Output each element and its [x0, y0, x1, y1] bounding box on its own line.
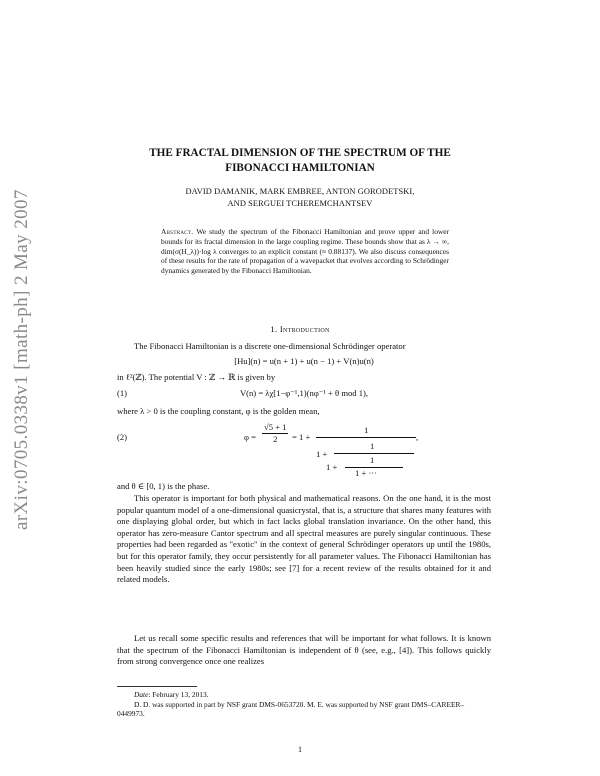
- phase-sentence: and θ ∈ [0, 1) is the phase.: [117, 481, 210, 491]
- arxiv-identifier-stamp: arXiv:0705.0338v1 [math-ph] 2 May 2007: [11, 189, 32, 530]
- footnote-date-value: : February 13, 2013.: [148, 690, 209, 699]
- cf-fraction-bar-2: [334, 453, 414, 454]
- abstract-label: Abstract.: [161, 227, 194, 236]
- author-list: [110, 186, 490, 210]
- golden-mean-denominator: 2: [273, 434, 278, 444]
- cf-level-2-prefix: 1 +: [316, 449, 328, 459]
- abstract-text: We study the spectrum of the Fibonacci Hamiltonian and prove upper and lower bounds for its fractal dimension in the large coupling regime. These bounds show that as λ → ∞, dim(σ(H_λ))·log λ converges to an explicit constant (≈ 0.88137). We also discuss consequences of these results for the rate of propagation of a wavepacket that evolves according to Schrödinger dynamics generated by the Fibonacci Hamiltonian.: [161, 227, 449, 276]
- authors-line-2: AND SERGUEI TCHEREMCHANTSEV: [227, 199, 373, 208]
- paragraph-2: Let us recall some specific results and references that will be important for what follows. It is known that the spectrum of the Fibonacci Hamiltonian is independent of θ (see, e.g., [4]). This follows quickly from strong convergence once one realizes: [117, 633, 491, 667]
- footnotes: [117, 690, 491, 719]
- paragraph-1: This operator is important for both physical and mathematical reasons. On the one hand, it is the most popular quantum model of a one-dimensional quasicrystal, that is, a structure that shares many features with one displaying global order, but which in fact lacks global translation invariance. On the other hand, this operator has zero-measure Cantor spectrum and all spectral measures are purely singular continuous. These properties had been regarded as "exotic" in the context of general Schrödinger operators up until the 1980s, but for this operator family, they occur persistently for all parameter values. The Fibonacci Hamiltonian has been heavily studied since the early 1980s; see [7] for a recent review of the results obtained for it and related models.: [117, 493, 491, 585]
- equation-1-number: (1): [117, 388, 128, 398]
- paper-title: [110, 146, 490, 176]
- footnote-rule: [117, 686, 197, 687]
- title-line-1: THE FRACTAL DIMENSION OF THE SPECTRUM OF THE: [149, 147, 451, 159]
- operator-equation: [Hu](n) = u(n + 1) + u(n − 1) + V(n)u(n): [234, 356, 374, 366]
- equation-2-mid: = 1 +: [292, 432, 311, 442]
- potential-sentence: in ℓ²(ℤ). The potential V : ℤ → ℝ is given by: [117, 372, 276, 382]
- equation-2-comma: ,: [416, 432, 419, 442]
- section-heading: [110, 324, 490, 334]
- footnote-support: D. D. was supported in part by NSF grant DMS-0653720. M. E. was supported by NSF grant DMS–CAREER–0449973.: [117, 699, 465, 719]
- coupling-sentence: where λ > 0 is the coupling constant, φ is the golden mean,: [117, 406, 320, 416]
- authors-line-1: DAVID DAMANIK, MARK EMBREE, ANTON GORODETSKI,: [185, 187, 415, 196]
- intro-sentence: The Fibonacci Hamiltonian is a discrete one-dimensional Schrödinger operator: [134, 341, 406, 351]
- equation-2-lhs: φ =: [244, 432, 256, 442]
- golden-mean-numerator: √5 + 1: [264, 422, 287, 432]
- cf-numerator-2: 1: [370, 441, 375, 451]
- cf-numerator-1: 1: [364, 425, 369, 435]
- abstract: [161, 227, 449, 276]
- cf-numerator-3: 1: [370, 455, 375, 465]
- footnote-date: [117, 690, 491, 700]
- page-number: 1: [298, 745, 302, 754]
- cf-fraction-bar-1: [316, 437, 416, 438]
- golden-mean-fraction: [262, 422, 288, 445]
- section-title: 1. Introduction: [270, 324, 330, 334]
- equation-1-body: V(n) = λχ[1−φ⁻¹,1)(nφ⁻¹ + θ mod 1),: [239, 388, 369, 398]
- title-line-2: FIBONACCI HAMILTONIAN: [225, 162, 375, 174]
- cf-tail: 1 + ···: [355, 468, 378, 478]
- equation-2-number: (2): [117, 432, 128, 442]
- footnote-date-label: Date: [134, 690, 149, 699]
- cf-level-3-prefix: 1 +: [326, 462, 338, 472]
